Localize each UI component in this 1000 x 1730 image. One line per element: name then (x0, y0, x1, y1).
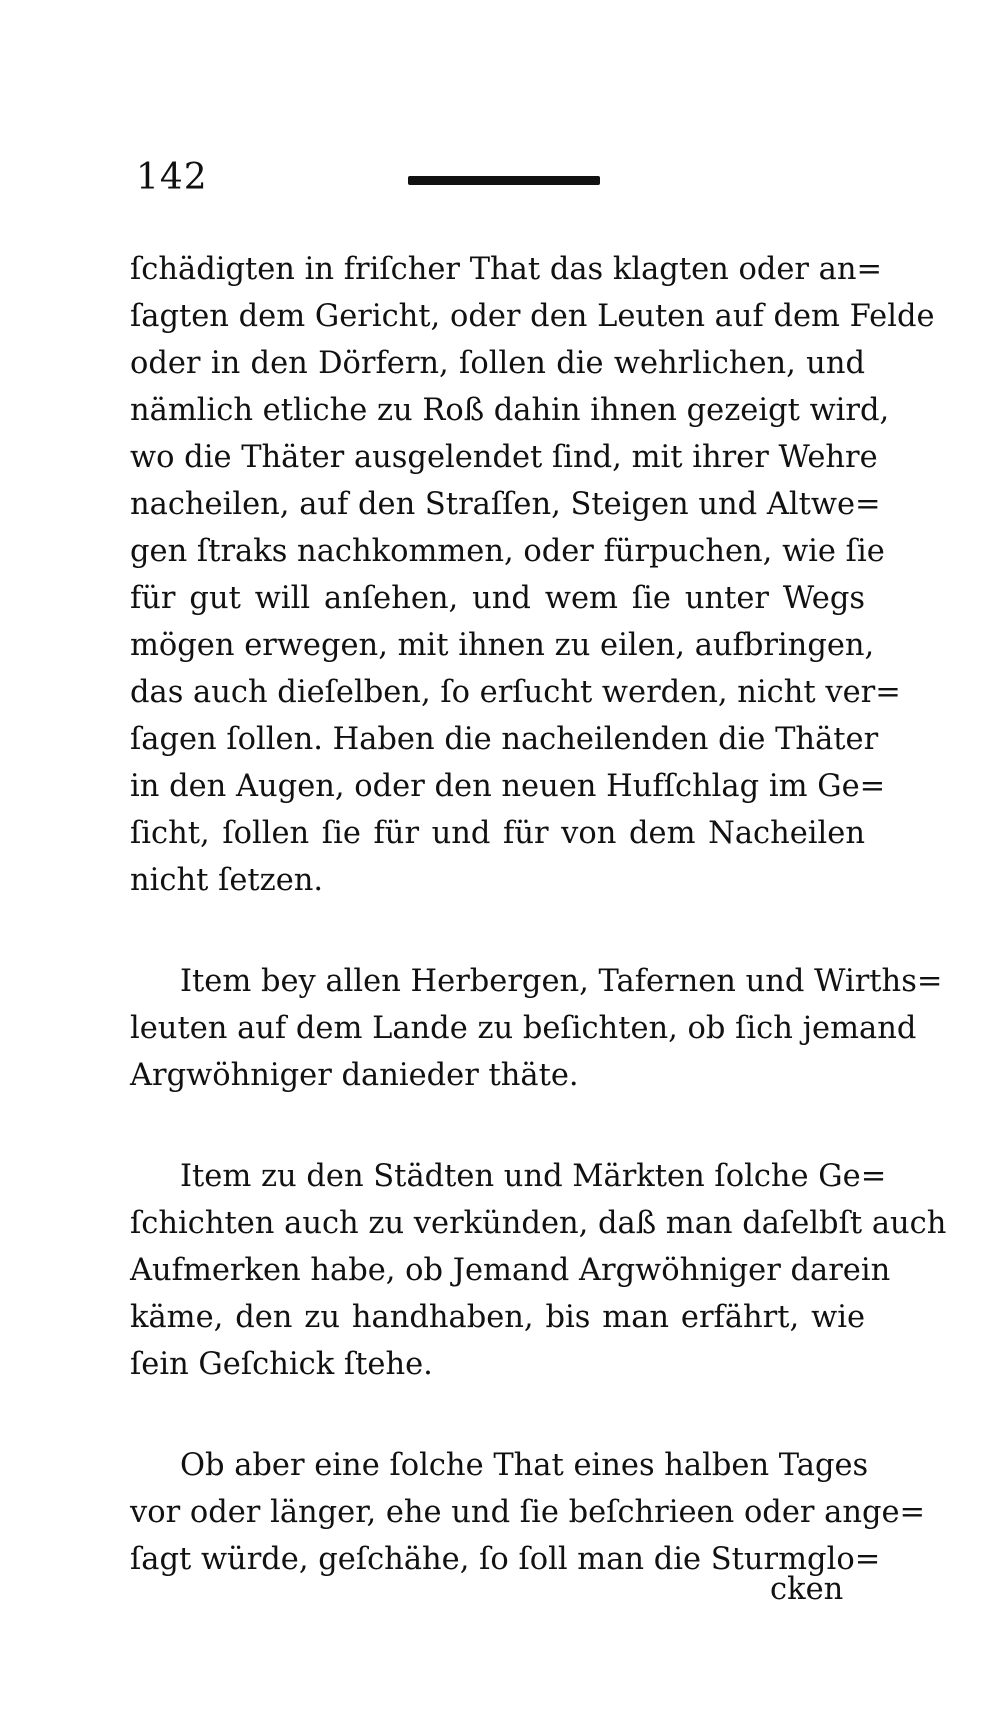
text-line: nämlich etliche zu Roß dahin ihnen gezeigt wird, (130, 393, 890, 428)
text-line: ſagten dem Gericht, oder den Leuten auf dem Felde (130, 299, 935, 334)
text-line: ſchichten auch zu verkünden, daß man daſelbſt auch (130, 1206, 947, 1241)
text-line: mögen erwegen, mit ihnen zu eilen, aufbringen, (130, 628, 875, 663)
paragraph-3 (130, 1153, 947, 1388)
paragraph-gap (130, 1388, 865, 1442)
body-text (130, 246, 947, 1583)
header-rule (408, 176, 600, 185)
text-line: Item bey allen Herbergen, Tafernen und Wirths= (180, 964, 943, 999)
text-line: ſchädigten in friſcher That das klagten oder an= (130, 252, 883, 287)
text-line: käme, den zu handhaben, bis man erfährt, wie (130, 1300, 865, 1335)
paragraph-gap (130, 1099, 865, 1153)
text-line: gen ſtraks nachkommen, oder fürpuchen, wie ſie (130, 534, 885, 569)
text-line: für gut will anſehen, und wem ſie unter Wegs (130, 581, 865, 616)
paragraph-1 (130, 246, 935, 904)
text-line: in den Augen, oder den neuen Hufſchlag im Ge= (130, 769, 886, 804)
text-line: oder in den Dörfern, ſollen die wehrlichen, und (130, 346, 865, 381)
text-line: nicht ſetzen. (130, 863, 324, 898)
text-line: ſicht, ſollen ſie für und für von dem Nacheilen (130, 816, 865, 851)
text-line: wo die Thäter ausgelendet ſind, mit ihrer Wehre (130, 440, 878, 475)
text-line: leuten auf dem Lande zu beſichten, ob ſich jemand (130, 1011, 917, 1046)
text-line: Argwöhniger danieder thäte. (130, 1058, 579, 1093)
paragraph-4 (130, 1442, 926, 1583)
text-line: Aufmerken habe, ob Jemand Argwöhniger darein (130, 1253, 891, 1288)
paragraph-gap (130, 904, 865, 958)
text-line: ſagt würde, geſchähe, ſo ſoll man die Sturmglo= (130, 1542, 881, 1577)
text-line: nacheilen, auf den Straſſen, Steigen und Altwe= (130, 487, 881, 522)
text-line: ſagen ſollen. Haben die nacheilenden die Thäter (130, 722, 879, 757)
text-line: vor oder länger, ehe und ſie beſchrieen oder ange= (130, 1495, 926, 1530)
page-number: 142 (136, 157, 208, 198)
text-line: Ob aber eine ſolche That eines halben Tages (180, 1448, 869, 1483)
catchword: cken (770, 1572, 844, 1607)
text-line: ſein Geſchick ſtehe. (130, 1347, 433, 1382)
text-line: das auch dieſelben, ſo erſucht werden, nicht ver= (130, 675, 901, 710)
text-line: Item zu den Städten und Märkten ſolche Ge= (180, 1159, 887, 1194)
paragraph-2 (130, 958, 943, 1099)
